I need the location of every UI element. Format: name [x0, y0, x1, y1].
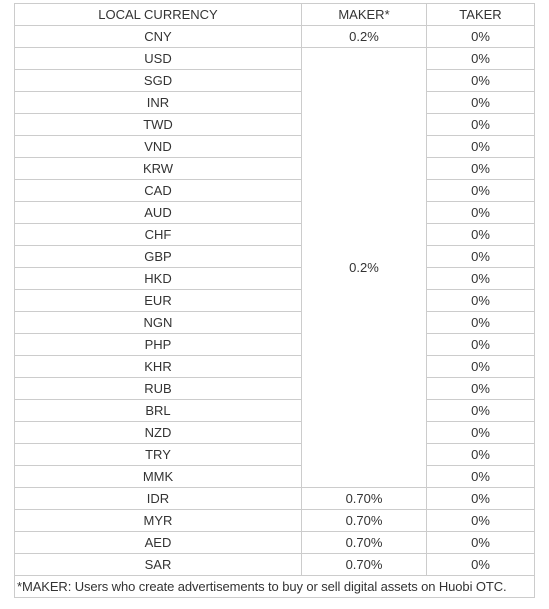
taker-cell: 0% — [427, 268, 535, 290]
currency-cell: SAR — [15, 554, 302, 576]
table-row — [15, 92, 535, 114]
currency-cell: AED — [15, 532, 302, 554]
maker-cell: 0.2% — [302, 26, 427, 48]
table-row — [15, 356, 535, 378]
table-row — [15, 334, 535, 356]
taker-cell: 0% — [427, 202, 535, 224]
footnote-row — [15, 576, 535, 598]
table-row — [15, 422, 535, 444]
currency-cell: NGN — [15, 312, 302, 334]
table-row — [15, 488, 535, 510]
table-row — [15, 532, 535, 554]
maker-cell: 0.70% — [302, 510, 427, 532]
table-row — [15, 180, 535, 202]
currency-cell: KHR — [15, 356, 302, 378]
taker-cell: 0% — [427, 290, 535, 312]
table-row — [15, 224, 535, 246]
header-local-currency: LOCAL CURRENCY — [15, 4, 302, 26]
footnote: *MAKER: Users who create advertisements to buy or sell digital assets on Huobi OTC. — [15, 576, 535, 598]
taker-cell: 0% — [427, 246, 535, 268]
maker-cell: 0.70% — [302, 488, 427, 510]
table-row — [15, 202, 535, 224]
taker-cell: 0% — [427, 224, 535, 246]
currency-cell: INR — [15, 92, 302, 114]
currency-cell: CHF — [15, 224, 302, 246]
table-row — [15, 268, 535, 290]
currency-cell: BRL — [15, 400, 302, 422]
currency-cell: HKD — [15, 268, 302, 290]
table-row — [15, 466, 535, 488]
taker-cell: 0% — [427, 444, 535, 466]
taker-cell: 0% — [427, 92, 535, 114]
currency-cell: KRW — [15, 158, 302, 180]
currency-cell: EUR — [15, 290, 302, 312]
taker-cell: 0% — [427, 70, 535, 92]
currency-cell: RUB — [15, 378, 302, 400]
taker-cell: 0% — [427, 48, 535, 70]
taker-cell: 0% — [427, 136, 535, 158]
table-row — [15, 158, 535, 180]
taker-cell: 0% — [427, 532, 535, 554]
header-maker: MAKER* — [302, 4, 427, 26]
table-row — [15, 70, 535, 92]
currency-cell: TWD — [15, 114, 302, 136]
table-row — [15, 246, 535, 268]
currency-cell: CNY — [15, 26, 302, 48]
table-row — [15, 312, 535, 334]
table-row — [15, 444, 535, 466]
taker-cell: 0% — [427, 180, 535, 202]
taker-cell: 0% — [427, 422, 535, 444]
taker-cell: 0% — [427, 26, 535, 48]
currency-cell: VND — [15, 136, 302, 158]
taker-cell: 0% — [427, 400, 535, 422]
currency-cell: GBP — [15, 246, 302, 268]
currency-cell: CAD — [15, 180, 302, 202]
table-row — [15, 48, 535, 70]
table-row — [15, 378, 535, 400]
currency-cell: IDR — [15, 488, 302, 510]
currency-cell: MYR — [15, 510, 302, 532]
taker-cell: 0% — [427, 334, 535, 356]
table-row — [15, 26, 535, 48]
taker-cell: 0% — [427, 554, 535, 576]
fee-table — [14, 3, 535, 598]
currency-cell: TRY — [15, 444, 302, 466]
currency-cell: USD — [15, 48, 302, 70]
table-row — [15, 290, 535, 312]
maker-cell: 0.70% — [302, 532, 427, 554]
currency-cell: PHP — [15, 334, 302, 356]
table-row — [15, 136, 535, 158]
table-row — [15, 510, 535, 532]
taker-cell: 0% — [427, 312, 535, 334]
taker-cell: 0% — [427, 510, 535, 532]
currency-cell: SGD — [15, 70, 302, 92]
currency-cell: AUD — [15, 202, 302, 224]
taker-cell: 0% — [427, 158, 535, 180]
table-row — [15, 114, 535, 136]
taker-cell: 0% — [427, 488, 535, 510]
maker-merged-cell: 0.2% — [302, 48, 427, 488]
table-row — [15, 400, 535, 422]
header-taker: TAKER — [427, 4, 535, 26]
taker-cell: 0% — [427, 466, 535, 488]
table-row — [15, 554, 535, 576]
currency-cell: MMK — [15, 466, 302, 488]
taker-cell: 0% — [427, 356, 535, 378]
currency-cell: NZD — [15, 422, 302, 444]
header-row — [15, 4, 535, 26]
maker-cell: 0.70% — [302, 554, 427, 576]
taker-cell: 0% — [427, 378, 535, 400]
taker-cell: 0% — [427, 114, 535, 136]
